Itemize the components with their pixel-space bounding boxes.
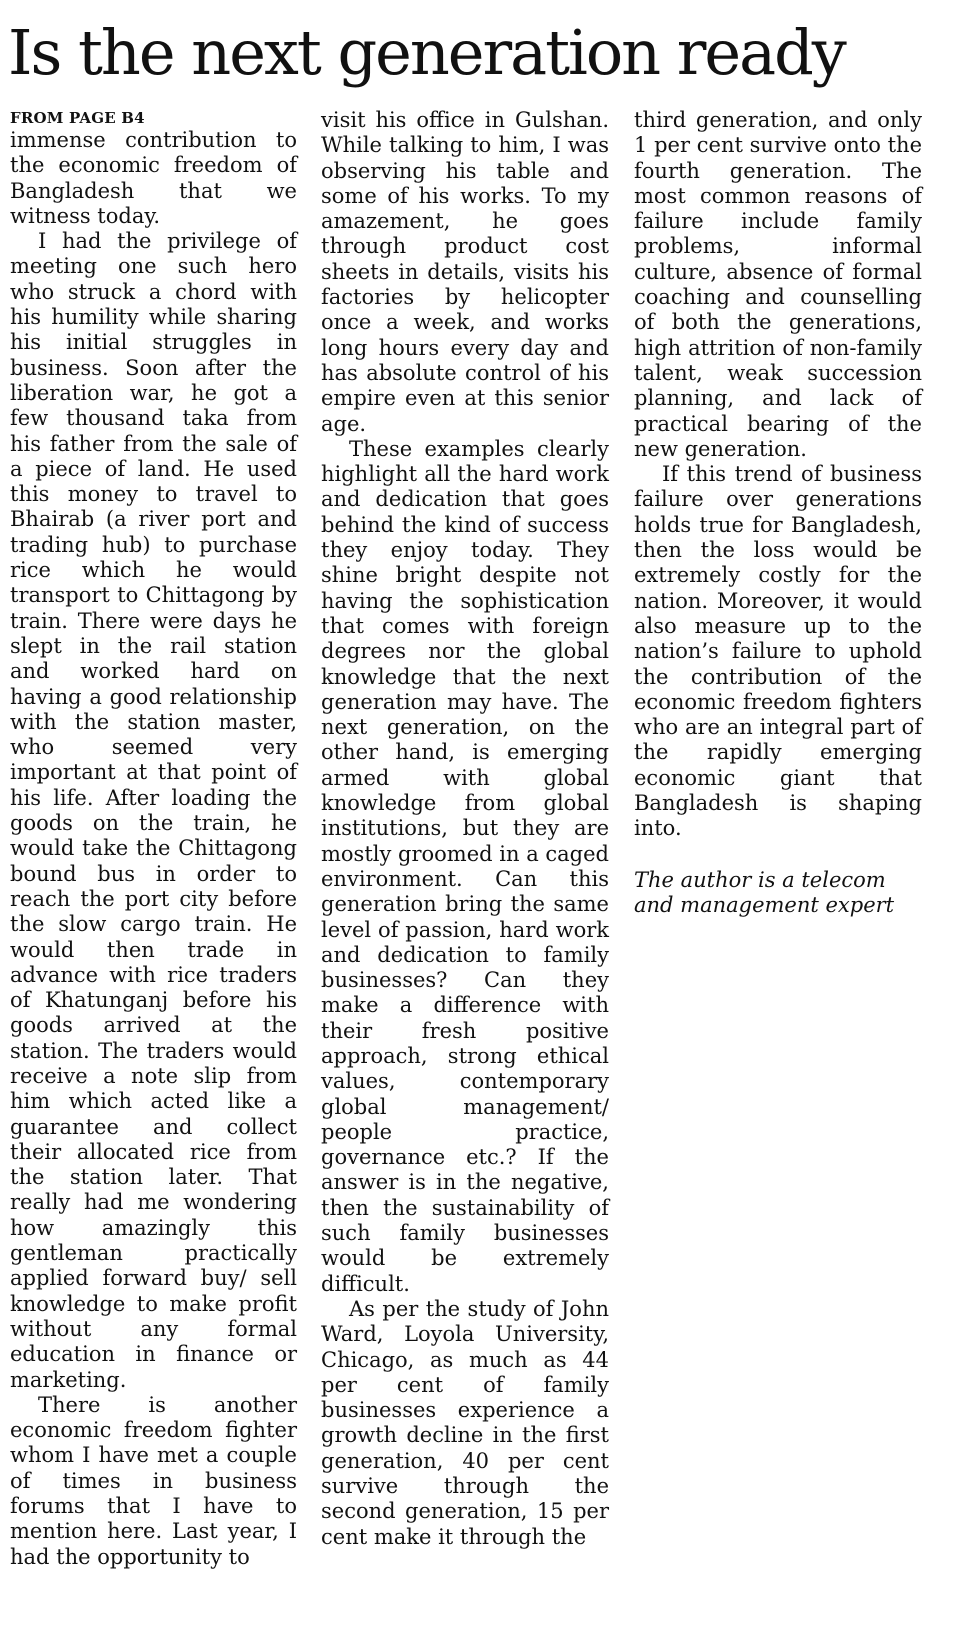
paragraph: If this trend of business failure over generations holds true for Bangladesh, then the loss would be extremely costly for the nation. Moreover, it would also measure up to the nation’s failure to uphold the contribution of the economic freedom fighters who are an integral part of the rapidly emerging economic giant that Bangladesh is shaping into. (634, 462, 922, 841)
jump-label: FROM PAGE B4 (10, 109, 145, 127)
article-column-3 (634, 108, 922, 918)
paragraph: third generation, and only 1 per cent survive onto the fourth generation. The most common reasons of failure include family problems, informal culture, absence of formal coaching and counselling of both the generations, high attrition of non-family talent, weak succession planning, and lack of practical bearing of the new generation. (634, 108, 922, 461)
article-column-1 (10, 108, 297, 1570)
author-note: The author is a telecom and management expert (634, 867, 895, 917)
paragraph: As per the study of John Ward, Loyola University, Chicago, as much as 44 per cent of family businesses experience a growth decline in the first generation, 40 per cent survive through the second generation, 15 per cent make it through the (321, 1296, 609, 1549)
paragraph: There is another economic freedom fighter whom I have met a couple of times in business forums that I have to mention here. Last year, I had the opportunity to (10, 1392, 297, 1569)
headline: Is the next generation ready (8, 16, 845, 89)
paragraph: I had the privilege of meeting one such hero who struck a chord with his humility while sharing his initial struggles in business. Soon after the liberation war, he got a few thousand taka from his father from the sale of a piece of land. He used this money to travel to Bhairab (a river port and trading hub) to purchase rice which he would transport to Chittagong by train. There were days he slept in the rail station and worked hard on having a good relationship with the station master, who seemed very important at that point of his life. After loading the goods on the train, he would take the Chittagong bound bus in order to reach the port city before the slow cargo train. He would then trade in advance with rice traders of Khatunganj before his goods arrived at the station. The traders would receive a note slip from him which acted like a guarantee and collect their allocated rice from the station later. That really had me wondering how amazingly this gentleman practically applied forward buy/ sell knowledge to make profit without any formal education in finance or marketing. (10, 229, 297, 1392)
paragraph: immense contribution to the economic freedom of Bangladesh that we witness today. (10, 128, 297, 228)
paragraph: These examples clearly highlight all the hard work and dedication that goes behind the kind of success they enjoy today. They shine bright despite not having the sophistication that comes with foreign degrees nor the global knowledge that the next generation may have. The next generation, on the other hand, is emerging armed with global knowledge from global institutions, but they are mostly groomed in a caged environment. Can this generation bring the same level of passion, hard work and dedication to family businesses? Can they make a difference with their fresh positive approach, strong ethical values, contemporary global management/ people practice, governance etc.? If the answer is in the negative, then the sustainability of such family businesses would be extremely difficult. (321, 436, 609, 1296)
paragraph: visit his office in Gulshan. While talking to him, I was observing his table and some of his works. To my amazement, he goes through product cost sheets in details, visits his factories by helicopter once a week, and works long hours every day and has absolute control of his empire even at this senior age. (321, 108, 609, 436)
article-column-2 (321, 108, 609, 1550)
